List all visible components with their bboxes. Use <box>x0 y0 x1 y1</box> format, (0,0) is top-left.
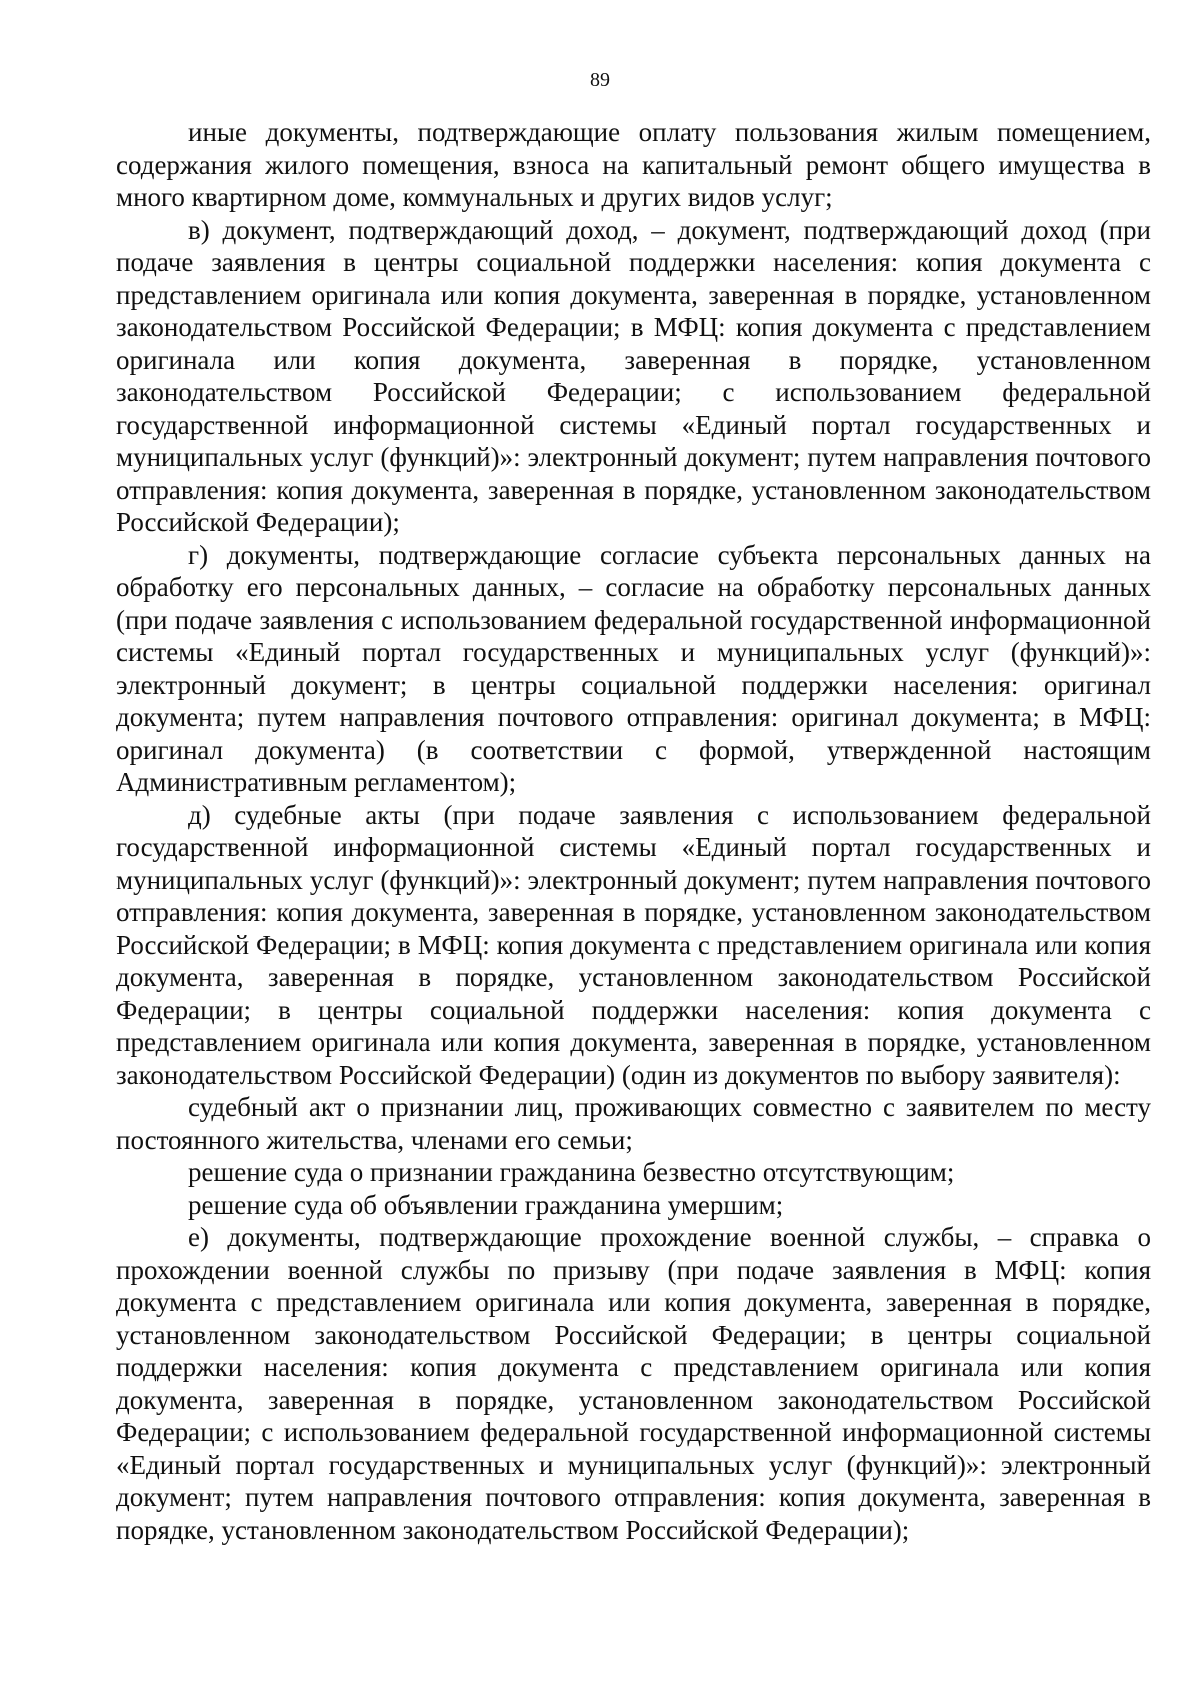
paragraph-court-act-family-members: судебный акт о признании лиц, проживающих совместно с заявителем по месту постоянного жительства, членами его семьи; <box>116 1092 1151 1155</box>
paragraph-court-decision-deceased: решение суда об объявлении гражданина умершим; <box>188 1189 784 1220</box>
paragraph-income-document: в) документ, подтверждающий доход, – документ, подтверждающий доход (при подаче заявления в центры социальной поддержки населения: копия документа с представлением оригинала или копия документа, заверенная в порядке, установленном законодательством Российской Федерации; в МФЦ: копия документа с представлением оригинала или копия документа, заверенная в порядке, установленном законодательством Российской Федерации; с использованием федеральной государственной информационной системы «Единый портал государственных и муниципальных услуг (функций)»: электронный документ; путем направления почтового отправления: копия документа, заверенная в порядке, установленном законодательством Российской Федерации); <box>116 214 1151 537</box>
paragraph-other-payment-documents: иные документы, подтверждающие оплату пользования жилым помещением, содержания жилого помещения, взноса на капитальный ремонт общего имущества в много квартирном доме, коммунальных и других видов услуг; <box>116 117 1151 212</box>
paragraph-court-decision-missing: решение суда о признании гражданина безвестно отсутствующим; <box>188 1157 955 1187</box>
document-body <box>116 116 1151 1546</box>
paragraph-military-service: е) документы, подтверждающие прохождение военной службы, – справка о прохождении военной службы по призыву (при подаче заявления в МФЦ: копия документа с представлением оригинала или копия документа, заверенная в порядке, установленном законодательством Российской Федерации; в центры социальной поддержки населения: копия документа с представлением оригинала или копия документа, заверенная в порядке, установленном законодательством Российской Федерации; с использованием федеральной государственной информационной системы «Единый портал государственных и муниципальных услуг (функций)»: электронный документ; путем направления почтового отправления: копия документа, заверенная в порядке, установленном законодательством Российской Федерации); <box>116 1222 1151 1545</box>
paragraph-court-acts: д) судебные акты (при подаче заявления с использованием федеральной государственной информационной системы «Единый портал государственных и муниципальных услуг (функций)»: электронный документ; путем направления почтового отправления: копия документа, заверенная в порядке, установленном законодательством Российской Федерации; в МФЦ: копия документа с представлением оригинала или копия документа, заверенная в порядке, установленном законодательством Российской Федерации; в центры социальной поддержки населения: копия документа с представлением оригинала или копия документа, заверенная в порядке, установленном законодательством Российской Федерации) (один из документов по выбору заявителя): <box>116 799 1151 1090</box>
paragraph-personal-data-consent: г) документы, подтверждающие согласие субъекта персональных данных на обработку его персональных данных, – согласие на обработку персональных данных (при подаче заявления с использованием федеральной государственной информационной системы «Единый портал государственных и муниципальных услуг (функций)»: электронный документ; в центры социальной поддержки населения: оригинал документа; путем направления почтового отправления: оригинал документа; в МФЦ: оригинал документа) (в соответствии с формой, утвержденной настоящим Административным регламентом); <box>116 539 1151 797</box>
page-number: 89 <box>590 69 610 91</box>
